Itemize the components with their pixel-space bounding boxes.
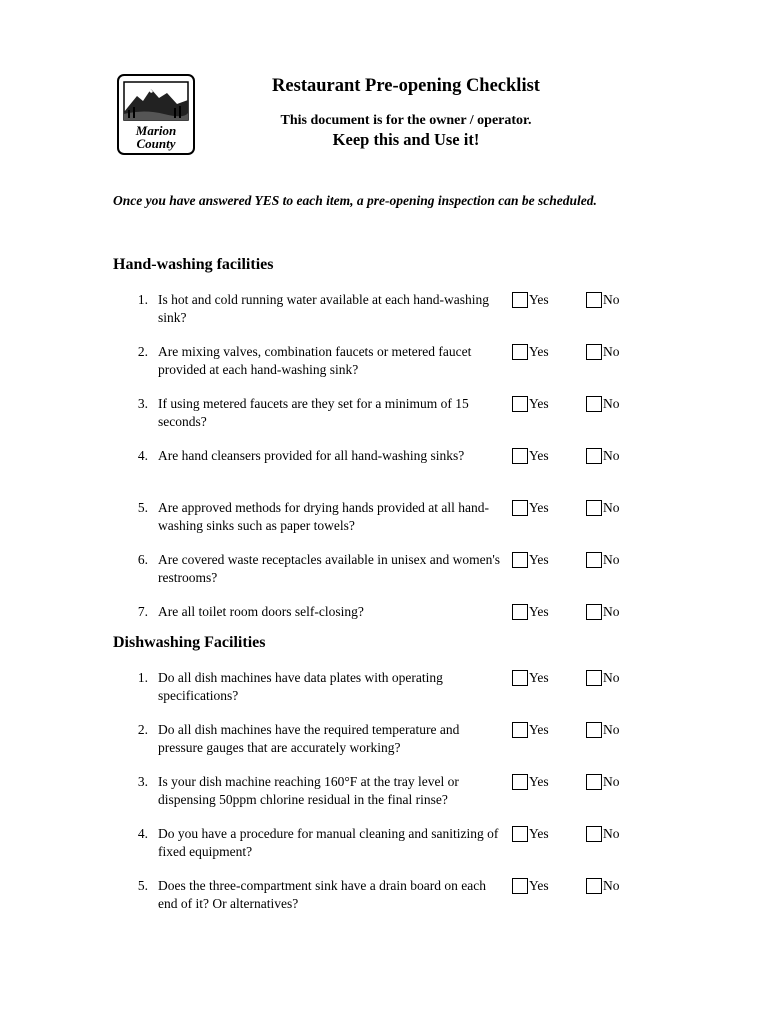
yes-label: Yes	[529, 774, 549, 789]
yes-checkbox[interactable]	[512, 826, 528, 842]
page-subtitle-keep: Keep this and Use it!	[332, 130, 480, 149]
item-number: 4.	[137, 826, 148, 841]
item-question: Is your dish machine reaching 160°F at the tray level or dispensing 50ppm chlorine residual in the final rinse?	[158, 774, 459, 807]
item-number: 7.	[137, 604, 148, 619]
yes-label: Yes	[529, 604, 549, 619]
checklist-item	[113, 551, 753, 591]
item-number: 5.	[137, 878, 148, 893]
yes-label: Yes	[529, 292, 549, 307]
no-label: No	[603, 292, 620, 307]
item-question: If using metered faucets are they set for a minimum of 15 seconds?	[158, 396, 469, 429]
item-question: Does the three-compartment sink have a drain board on each end of it? Or alternatives?	[158, 878, 486, 911]
yes-label: Yes	[529, 448, 549, 463]
section-heading: Hand-washing facilities	[113, 256, 274, 273]
checklist-item	[113, 773, 753, 813]
yes-label: Yes	[529, 826, 549, 841]
checklist-item	[113, 343, 753, 383]
page-subtitle: This document is for the owner / operator.	[280, 113, 532, 128]
item-number: 6.	[137, 552, 148, 567]
item-question: Are all toilet room doors self-closing?	[158, 604, 364, 619]
checklist-item	[113, 447, 753, 487]
checklist-item	[113, 291, 753, 331]
no-checkbox[interactable]	[586, 344, 602, 360]
checklist-item	[113, 721, 753, 761]
item-number: 4.	[137, 448, 148, 463]
no-checkbox[interactable]	[586, 670, 602, 686]
logo-text-county: County	[136, 136, 176, 151]
yes-label: Yes	[529, 396, 549, 411]
item-question: Are approved methods for drying hands provided at all hand-washing sinks such as paper towels?	[158, 500, 490, 533]
checklist-item	[113, 877, 753, 917]
yes-label: Yes	[529, 670, 549, 685]
logo-text-marion: Marion	[135, 123, 177, 138]
checklist-item	[113, 395, 753, 435]
no-checkbox[interactable]	[586, 552, 602, 568]
no-label: No	[603, 774, 620, 789]
item-question: Do all dish machines have the required temperature and pressure gauges that are accurately working?	[158, 722, 460, 755]
yes-checkbox[interactable]	[512, 878, 528, 894]
item-question: Do you have a procedure for manual cleaning and sanitizing of fixed equipment?	[158, 826, 499, 859]
item-question: Are covered waste receptacles available in unisex and women's restrooms?	[158, 552, 501, 585]
no-label: No	[603, 722, 620, 737]
no-label: No	[603, 448, 620, 463]
no-label: No	[603, 826, 620, 841]
item-question: Do all dish machines have data plates with operating specifications?	[158, 670, 443, 703]
item-question: Are mixing valves, combination faucets or metered faucet provided at each hand-washing sink?	[158, 344, 472, 377]
yes-label: Yes	[529, 552, 549, 567]
yes-checkbox[interactable]	[512, 396, 528, 412]
no-checkbox[interactable]	[586, 826, 602, 842]
yes-checkbox[interactable]	[512, 604, 528, 620]
yes-checkbox[interactable]	[512, 722, 528, 738]
page-title: Restaurant Pre-opening Checklist	[272, 76, 540, 96]
intro-note: Once you have answered YES to each item, a pre-opening inspection can be scheduled.	[113, 193, 597, 208]
no-checkbox[interactable]	[586, 396, 602, 412]
item-number: 2.	[137, 344, 148, 359]
yes-checkbox[interactable]	[512, 448, 528, 464]
no-label: No	[603, 552, 620, 567]
yes-checkbox[interactable]	[512, 344, 528, 360]
section-heading: Dishwashing Facilities	[113, 634, 266, 651]
no-label: No	[603, 604, 620, 619]
item-question: Are hand cleansers provided for all hand-washing sinks?	[158, 448, 465, 463]
item-question: Is hot and cold running water available at each hand-washing sink?	[158, 292, 490, 325]
yes-label: Yes	[529, 722, 549, 737]
yes-checkbox[interactable]	[512, 670, 528, 686]
no-checkbox[interactable]	[586, 878, 602, 894]
checklist-item	[113, 669, 753, 709]
no-checkbox[interactable]	[586, 292, 602, 308]
item-number: 1.	[137, 292, 148, 307]
yes-label: Yes	[529, 878, 549, 893]
marion-county-logo	[117, 74, 195, 155]
checklist-item	[113, 499, 753, 539]
yes-label: Yes	[529, 500, 549, 515]
no-checkbox[interactable]	[586, 604, 602, 620]
yes-checkbox[interactable]	[512, 292, 528, 308]
yes-checkbox[interactable]	[512, 500, 528, 516]
yes-checkbox[interactable]	[512, 552, 528, 568]
no-label: No	[603, 344, 620, 359]
no-label: No	[603, 500, 620, 515]
checklist-item	[113, 825, 753, 865]
no-label: No	[603, 396, 620, 411]
item-number: 5.	[137, 500, 148, 515]
no-checkbox[interactable]	[586, 448, 602, 464]
no-label: No	[603, 878, 620, 893]
item-number: 3.	[137, 396, 148, 411]
yes-label: Yes	[529, 344, 549, 359]
yes-checkbox[interactable]	[512, 774, 528, 790]
no-checkbox[interactable]	[586, 722, 602, 738]
item-number: 1.	[137, 670, 148, 685]
no-checkbox[interactable]	[586, 774, 602, 790]
item-number: 2.	[137, 722, 148, 737]
item-number: 3.	[137, 774, 148, 789]
no-label: No	[603, 670, 620, 685]
no-checkbox[interactable]	[586, 500, 602, 516]
